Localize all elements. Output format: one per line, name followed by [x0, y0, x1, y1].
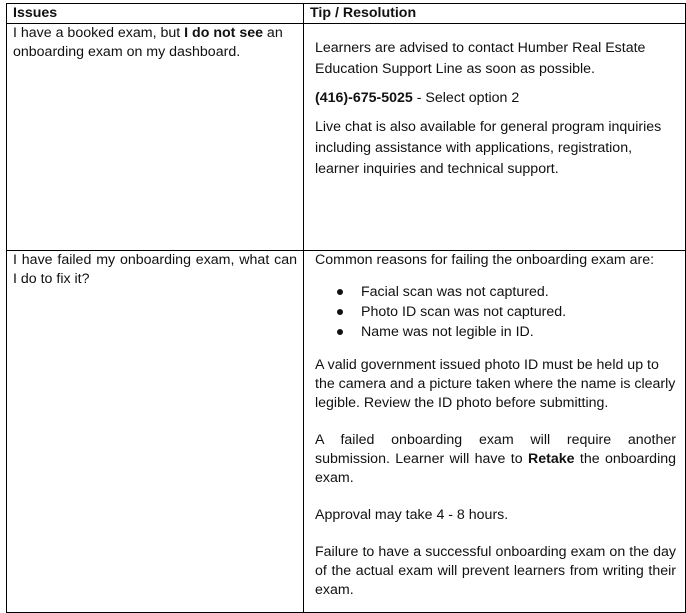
tip-retake-paragraph [315, 431, 676, 488]
retake-bold: Retake [527, 451, 575, 467]
tip-failure-paragraph: Failure to have a successful onboarding exam on the day of the actual exam will prevent learners from writing their exam. [315, 544, 676, 598]
list-item-text: Photo ID scan was not captured. [361, 304, 567, 320]
tip-phone-paragraph [315, 88, 679, 109]
retake-text-pre: A failed onboarding exam will require another submission. Learner will have to [315, 432, 676, 467]
tip-live-chat-paragraph: Live chat is also available for general program inquiries including assistance with applications, registration, learner inquiries and technical support. [315, 119, 662, 177]
list-item [361, 302, 676, 322]
issue-text-pre: I have a booked exam, but [13, 25, 185, 41]
tip-cell [304, 251, 686, 613]
tip-contact-paragraph: Learners are advised to contact Humber Real Estate Education Support Line as soon as possible. [315, 40, 646, 77]
list-item [361, 322, 676, 342]
issue-text-post: an onboarding exam on my dashboard. [13, 25, 283, 60]
issue-cell [7, 24, 304, 251]
phone-option: - Select option 2 [412, 90, 520, 106]
bullet-icon [337, 329, 343, 335]
retake-text-post: the onboarding exam. [315, 451, 676, 486]
header-row [7, 4, 686, 24]
bullet-icon [337, 289, 343, 295]
issues-table [6, 3, 686, 613]
bullet-icon [337, 309, 343, 315]
reasons-list [315, 282, 676, 342]
tip-cell [304, 24, 686, 251]
table-row [7, 24, 686, 251]
issue-text-bold: I do not see [184, 25, 263, 41]
issue-cell: I have failed my onboarding exam, what can I do to fix it? [7, 251, 304, 613]
list-item-text: Facial scan was not captured. [361, 284, 549, 300]
phone-number: (416)-675-5025 [315, 90, 413, 106]
table-row [7, 251, 686, 613]
list-item [361, 282, 676, 302]
tip-photo-id-paragraph: A valid government issued photo ID must be held up to the camera and a picture taken where the name is clearly legible. Review the ID photo before submitting. [315, 357, 676, 411]
header-tip-resolution: Tip / Resolution [304, 4, 686, 24]
list-item-text: Name was not legible in ID. [361, 324, 534, 340]
header-issues: Issues [7, 4, 304, 24]
tip-reasons-lead: Common reasons for failing the onboarding exam are: [315, 252, 655, 268]
tip-approval-paragraph: Approval may take 4 - 8 hours. [315, 507, 509, 523]
